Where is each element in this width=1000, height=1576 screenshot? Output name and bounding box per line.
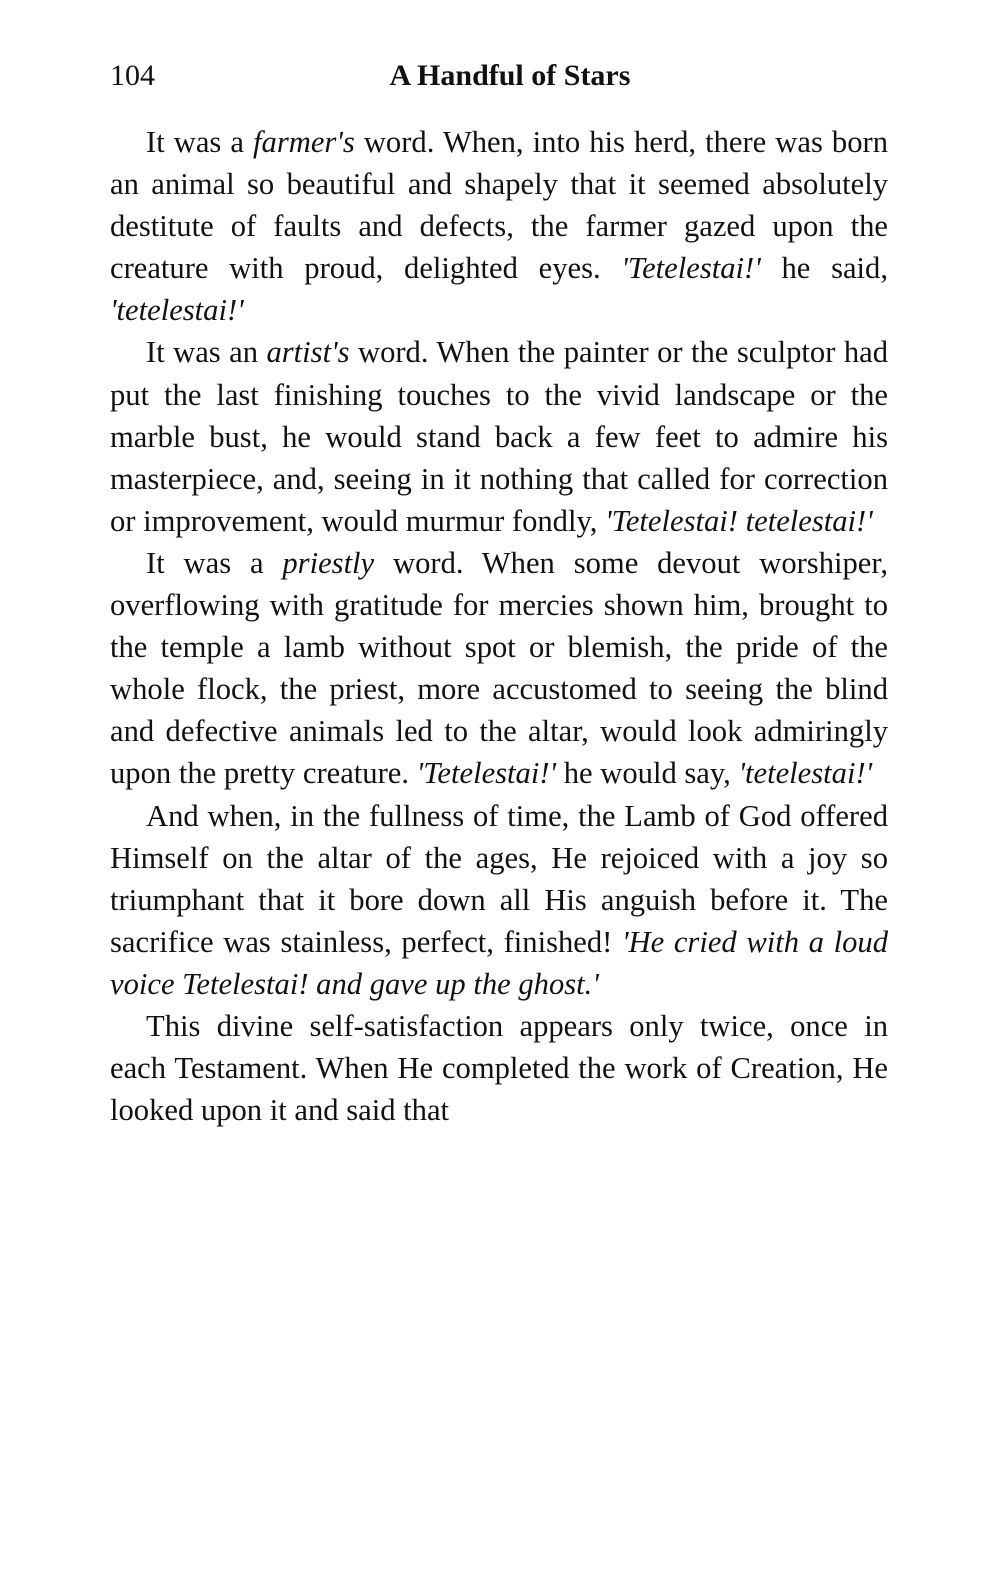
- italic-run: 'He cried with a loud voice Tetelestai! and gave up the ghost.': [110, 924, 888, 1001]
- italic-run: 'Tetelestai!': [621, 251, 761, 286]
- italic-run: farmer's: [253, 125, 355, 159]
- italic-run: 'Tetelestai! tetelestai!': [605, 503, 873, 538]
- text-run: It was a: [146, 125, 254, 159]
- text-run: word. When some devout worshiper, overflowing with gratitude for mercies shown him, brought to the temple a lamb without spot or blemish, the pride of the whole flock, the priest, more accustomed to seeing the blind and defective animals led to the altar, would look admiringly upon the pretty creature.: [110, 545, 888, 791]
- body-text: [110, 121, 888, 1131]
- text-run: he said,: [760, 251, 889, 286]
- text-run: It was an: [146, 335, 267, 370]
- page-number: 104: [110, 59, 155, 92]
- text-run: It was a: [146, 545, 283, 580]
- text-run: word. When, into his herd, there was born an animal so beautiful and shapely that it seemed absolutely destitute of faults and defects, the farmer gazed upon the creature with proud, delighted eyes.: [110, 125, 888, 286]
- italic-run: 'Tetelestai!': [416, 756, 557, 791]
- italic-run: artist's: [266, 335, 350, 370]
- text-run: This divine self-satisfaction appears only twice, once in each Testament. When He completed the work of Creation, He looked upon it and said that: [110, 1008, 888, 1128]
- running-title: A Handful of Stars: [389, 59, 631, 92]
- paragraph-lamb-of-god: [110, 795, 888, 1005]
- text-run: he would say,: [556, 756, 739, 791]
- text-run: And when, in the fullness of time, the Lamb of God offered Himself on the altar of the ages, He rejoiced with a joy so triumphant that it bore down all His anguish before it. The sacrifice was stainless, perfect, finished!: [110, 798, 888, 959]
- italic-run: 'tetelestai!': [738, 756, 873, 791]
- italic-run: 'tetelestai!': [110, 293, 244, 328]
- page-header: [110, 54, 890, 104]
- italic-run: priestly: [282, 545, 375, 580]
- text-run: word. When the painter or the sculptor had put the last finishing touches to the vivid landscape or the marble bust, he would stand back a few feet to admire his masterpiece, and, seeing in it nothing that called for correction or improvement, would murmur fondly,: [110, 335, 888, 538]
- paragraph-priestly: [110, 542, 888, 795]
- paragraph-divine-satisfaction: [110, 1005, 888, 1131]
- paragraph-farmer: [110, 121, 888, 331]
- paragraph-artist: [110, 331, 888, 541]
